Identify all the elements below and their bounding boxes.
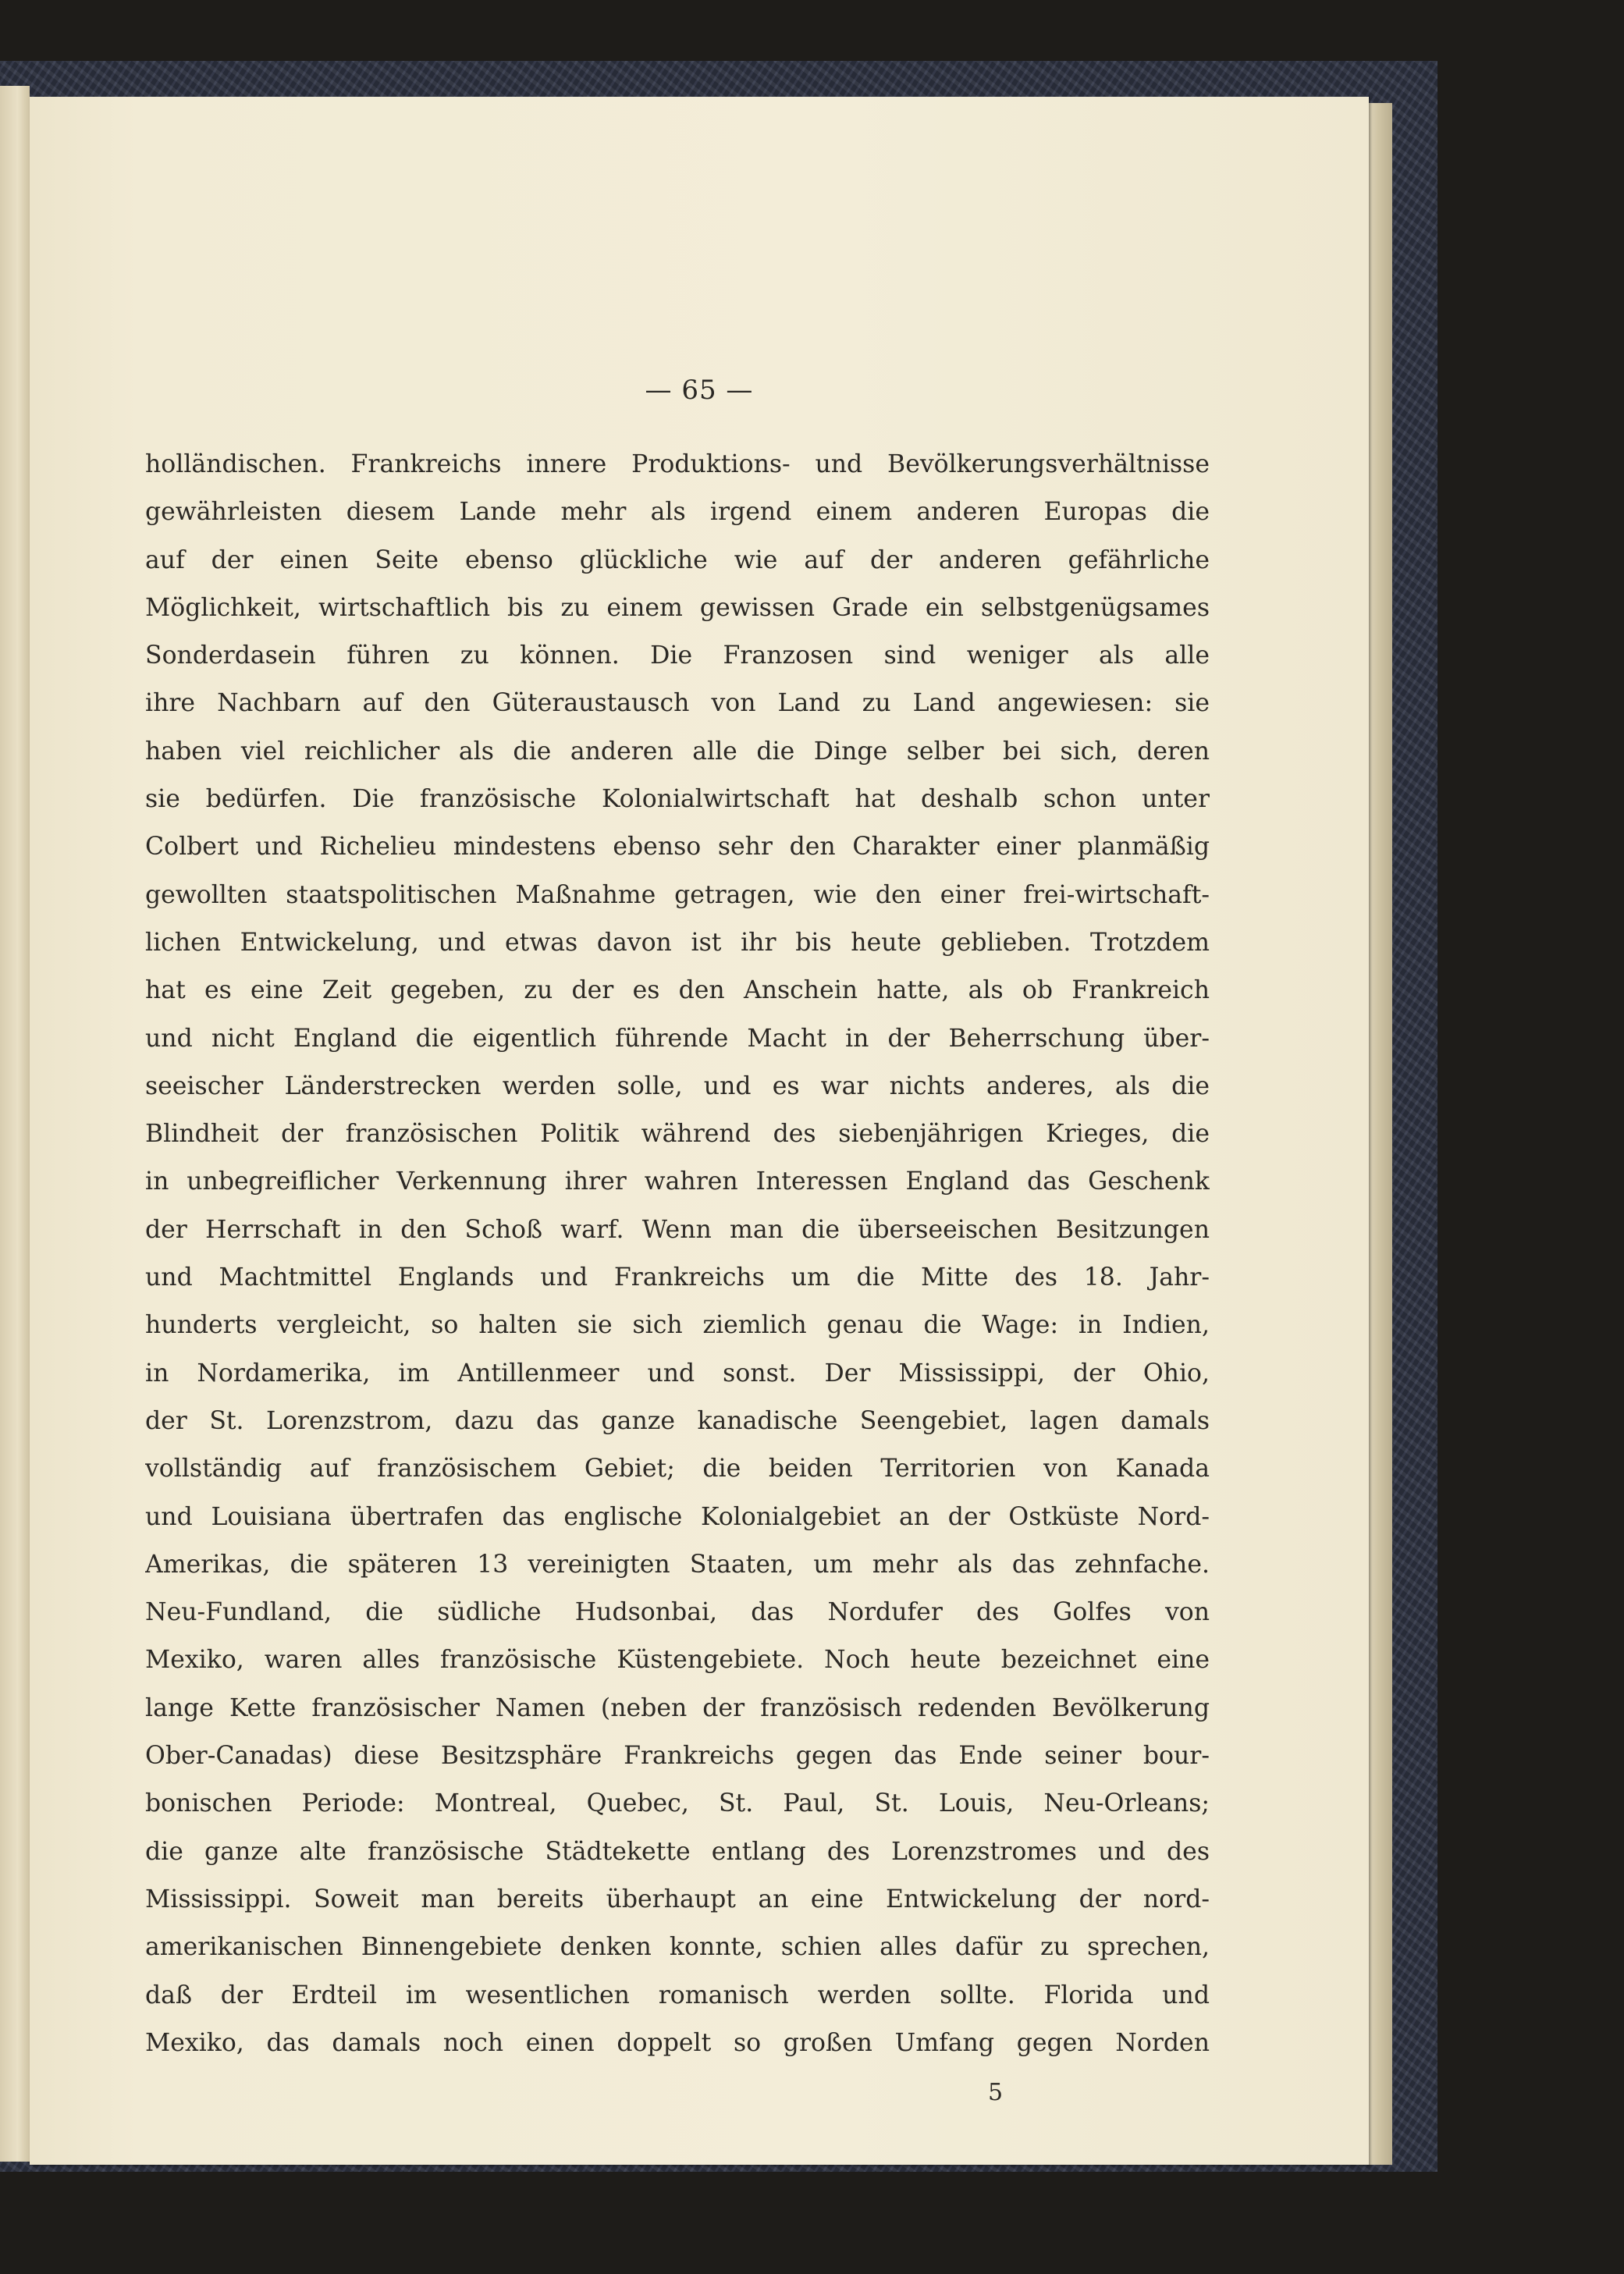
text-line: hat es eine Zeit gegeben, zu der es den Anschein hatte, als ob Frankreich: [145, 976, 1210, 1005]
text-line: gewährleisten diesem Lande mehr als irgend einem anderen Europas die: [145, 498, 1210, 527]
text-line: Mississippi. Soweit man bereits überhaupt an eine Entwickelung der nord-: [145, 1885, 1210, 1913]
text-line: Mexiko, waren alles französische Küstengebiete. Noch heute bezeichnet eine: [145, 1646, 1210, 1675]
text-line: Blindheit der französischen Politik während des siebenjährigen Krieges, die: [145, 1120, 1210, 1149]
text-line: und nicht England die eigentlich führende Macht in der Beherrschung über-: [145, 1024, 1210, 1053]
text-line: Mexiko, das damals noch einen doppelt so großen Umfang gegen Norden: [145, 2028, 1210, 2057]
text-line: Amerikas, die späteren 13 vereinigten Staaten, um mehr als das zehnfache.: [145, 1550, 1210, 1579]
text-line: hunderts vergleicht, so halten sie sich ziemlich genau die Wage: in Indien,: [145, 1311, 1210, 1340]
text-line: der Herrschaft in den Schoß warf. Wenn man die überseeischen Besitzungen: [145, 1215, 1210, 1244]
text-line: die ganze alte französische Städtekette entlang des Lorenzstromes und des: [145, 1837, 1210, 1866]
text-line: auf der einen Seite ebenso glückliche wie auf der anderen gefährliche: [145, 545, 1210, 574]
text-line: bonischen Periode: Montreal, Quebec, St. Paul, St. Louis, Neu-Orleans;: [145, 1789, 1210, 1818]
text-line: lange Kette französischer Namen (neben der französisch redenden Bevölkerung: [145, 1693, 1210, 1722]
text-line: in Nordamerika, im Antillenmeer und sonst. Der Mississippi, der Ohio,: [145, 1359, 1210, 1387]
text-line: ihre Nachbarn auf den Güteraustausch von Land zu Land angewiesen: sie: [145, 689, 1210, 718]
page-number: — 65 —: [645, 375, 754, 406]
text-line: holländischen. Frankreichs innere Produktions- und Bevölkerungsverhältnisse: [145, 450, 1210, 478]
text-line: gewollten staatspolitischen Maßnahme getragen, wie den einer frei-wirtschaft-: [145, 880, 1210, 909]
text-line: haben viel reichlicher als die anderen alle die Dinge selber bei sich, deren: [145, 737, 1210, 766]
text-line: Sonderdasein führen zu können. Die Franzosen sind weniger als alle: [145, 641, 1210, 670]
text-line: Colbert und Richelieu mindestens ebenso sehr den Charakter einer planmäßig: [145, 833, 1210, 862]
text-line: sie bedürfen. Die französische Kolonialwirtschaft hat deshalb schon unter: [145, 785, 1210, 814]
text-line: der St. Lorenzstrom, dazu das ganze kanadische Seengebiet, lagen damals: [145, 1406, 1210, 1435]
text-line: und Louisiana übertrafen das englische Kolonialgebiet an der Ostküste Nord-: [145, 1502, 1210, 1531]
body-text: [145, 441, 1210, 2067]
text-line: vollständig auf französischem Gebiet; die beiden Territorien von Kanada: [145, 1455, 1210, 1483]
text-line: amerikanischen Binnengebiete denken konnte, schien alles dafür zu sprechen,: [145, 1933, 1210, 1962]
text-line: daß der Erdteil im wesentlichen romanisch werden sollte. Florida und: [145, 1981, 1210, 2009]
left-page-edge: [0, 86, 30, 2162]
text-line: Ober-Canadas) diese Besitzsphäre Frankreichs gegen das Ende seiner bour-: [145, 1742, 1210, 1771]
book-page: [30, 97, 1369, 2165]
text-line: Neu-Fundland, die südliche Hudsonbai, das Nordufer des Golfes von: [145, 1598, 1210, 1627]
text-line: seeischer Länderstrecken werden solle, und es war nichts anderes, als die: [145, 1071, 1210, 1100]
text-line: lichen Entwickelung, und etwas davon ist ihr bis heute geblieben. Trotzdem: [145, 928, 1210, 957]
text-line: und Machtmittel Englands und Frankreichs um die Mitte des 18. Jahr-: [145, 1263, 1210, 1292]
text-line: in unbegreiflicher Verkennung ihrer wahren Interessen England das Geschenk: [145, 1167, 1210, 1196]
signature-mark: 5: [988, 2079, 1004, 2106]
page-stack-edge: [1369, 103, 1392, 2165]
text-line: Möglichkeit, wirtschaftlich bis zu einem gewissen Grade ein selbstgenügsames: [145, 593, 1210, 622]
